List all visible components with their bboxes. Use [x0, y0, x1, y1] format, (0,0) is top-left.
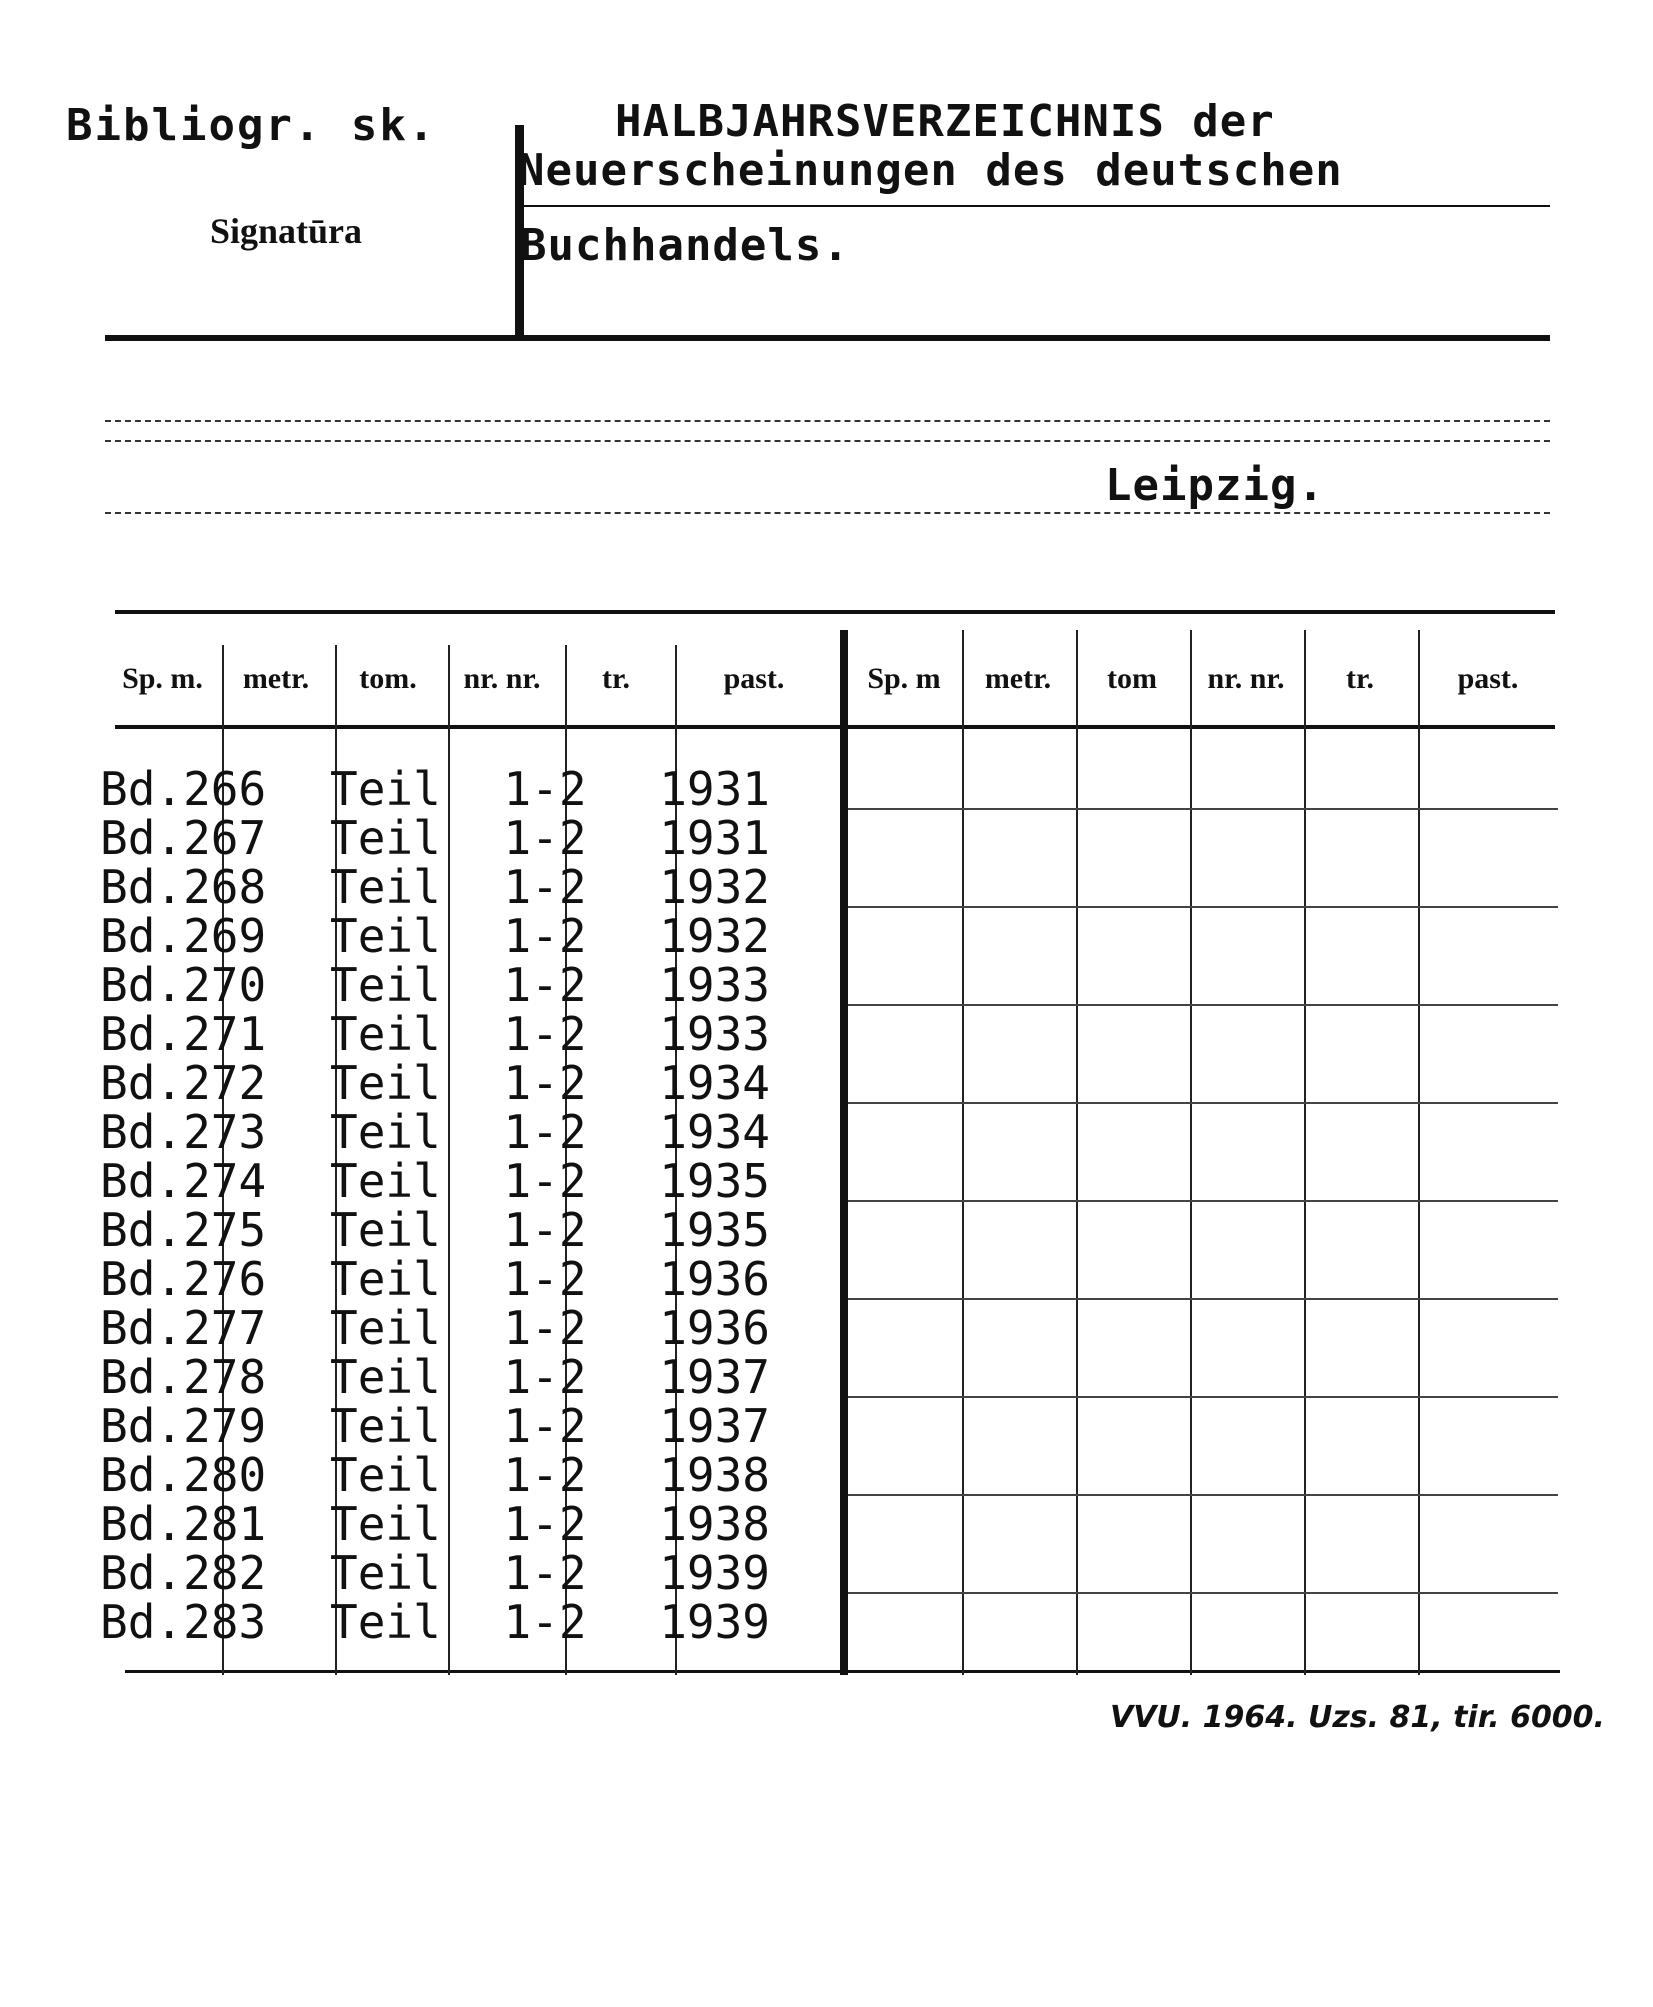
library-code: Bibliogr. sk. [66, 100, 437, 151]
numbers-cell: 1-2 [503, 1350, 587, 1404]
year-cell: 1936 [659, 1252, 770, 1306]
numbers-cell: 1-2 [503, 811, 587, 865]
header-underline [520, 205, 1550, 207]
col-header-right-nr-nr: nr. nr. [1207, 662, 1285, 695]
numbers-cell: 1-2 [503, 958, 587, 1012]
volume-cell: Bd.282 [100, 1546, 267, 1600]
numbers-cell: 1-2 [503, 1203, 587, 1257]
table-row [100, 1448, 770, 1502]
numbers-cell: 1-2 [503, 1595, 587, 1649]
table-row [100, 1154, 770, 1208]
col-divider [1304, 630, 1306, 1675]
table-row [100, 1546, 770, 1600]
volume-cell: Bd.280 [100, 1448, 267, 1502]
year-cell: 1937 [659, 1350, 770, 1404]
table-row [100, 1595, 770, 1649]
year-cell: 1934 [659, 1056, 770, 1110]
col-header-right-tr: tr. [1345, 662, 1375, 695]
table-row [100, 1105, 770, 1159]
numbers-cell: 1-2 [503, 860, 587, 914]
year-cell: 1931 [659, 762, 770, 816]
numbers-cell: 1-2 [503, 909, 587, 963]
part-cell: Teil [330, 762, 441, 816]
blank-line-1 [105, 420, 1550, 422]
col-header-right-past: past. [1457, 662, 1519, 695]
volume-cell: Bd.278 [100, 1350, 267, 1404]
signature-label: Signatūra [210, 211, 363, 251]
table-row [100, 762, 770, 816]
volume-cell: Bd.268 [100, 860, 267, 914]
part-cell: Teil [330, 811, 441, 865]
numbers-cell: 1-2 [503, 1497, 587, 1551]
blank-line-2 [105, 440, 1550, 442]
part-cell: Teil [330, 1105, 441, 1159]
year-cell: 1939 [659, 1546, 770, 1600]
year-cell: 1935 [659, 1203, 770, 1257]
volume-cell: Bd.266 [100, 762, 267, 816]
title-line-1: HALBJAHRSVERZEICHNIS der [615, 96, 1275, 147]
year-cell: 1938 [659, 1448, 770, 1502]
row-line [848, 1396, 1558, 1398]
part-cell: Teil [330, 1595, 441, 1649]
row-line [848, 1592, 1558, 1594]
part-cell: Teil [330, 1056, 441, 1110]
col-header-tom: tom. [359, 662, 417, 695]
row-line [848, 1102, 1558, 1104]
col-divider [1076, 630, 1078, 1675]
col-header-right-tom: tom [1107, 662, 1157, 695]
year-cell: 1933 [659, 1007, 770, 1061]
numbers-cell: 1-2 [503, 762, 587, 816]
row-line [848, 1200, 1558, 1202]
col-header-past: past. [723, 662, 785, 695]
table-header-rule [115, 725, 1555, 729]
part-cell: Teil [330, 1399, 441, 1453]
volume-cell: Bd.283 [100, 1595, 267, 1649]
year-cell: 1936 [659, 1301, 770, 1355]
part-cell: Teil [330, 1203, 441, 1257]
part-cell: Teil [330, 1007, 441, 1061]
col-header-tr: tr. [601, 662, 631, 695]
year-cell: 1934 [659, 1105, 770, 1159]
table-row [100, 1350, 770, 1404]
part-cell: Teil [330, 860, 441, 914]
col-header-right-sp-m: Sp. m [867, 662, 941, 695]
table-row [100, 1301, 770, 1355]
header-bottom-rule [105, 335, 1550, 341]
year-cell: 1938 [659, 1497, 770, 1551]
year-cell: 1937 [659, 1399, 770, 1453]
year-cell: 1932 [659, 909, 770, 963]
part-cell: Teil [330, 1546, 441, 1600]
publication-place: Leipzig. [1105, 460, 1325, 511]
col-header-nr-nr: nr. nr. [463, 662, 541, 695]
year-cell: 1933 [659, 958, 770, 1012]
volume-cell: Bd.272 [100, 1056, 267, 1110]
volume-cell: Bd.270 [100, 958, 267, 1012]
col-header-metr: metr. [242, 662, 310, 695]
numbers-cell: 1-2 [503, 1007, 587, 1061]
print-note: VVU. 1964. Uzs. 81, tir. 6000. [1110, 1700, 1605, 1735]
year-cell: 1939 [659, 1595, 770, 1649]
numbers-cell: 1-2 [503, 1399, 587, 1453]
title-line-2: Neuerscheinungen des deutschen [518, 145, 1343, 196]
title-line-3: Buchhandels. [520, 220, 850, 271]
table-row [100, 1399, 770, 1453]
volume-cell: Bd.281 [100, 1497, 267, 1551]
part-cell: Teil [330, 1448, 441, 1502]
year-cell: 1931 [659, 811, 770, 865]
col-header-right-metr: metr. [984, 662, 1052, 695]
volume-cell: Bd.279 [100, 1399, 267, 1453]
year-cell: 1935 [659, 1154, 770, 1208]
place-line [105, 512, 1550, 514]
table-center-divider [840, 630, 848, 1675]
volume-cell: Bd.271 [100, 1007, 267, 1061]
table-top-rule [115, 610, 1555, 614]
col-header-sp-m: Sp. m. [122, 662, 203, 695]
part-cell: Teil [330, 1350, 441, 1404]
part-cell: Teil [330, 1497, 441, 1551]
volume-cell: Bd.267 [100, 811, 267, 865]
year-cell: 1932 [659, 860, 770, 914]
volume-cell: Bd.274 [100, 1154, 267, 1208]
numbers-cell: 1-2 [503, 1056, 587, 1110]
table-row [100, 1203, 770, 1257]
numbers-cell: 1-2 [503, 1105, 587, 1159]
volume-cell: Bd.269 [100, 909, 267, 963]
numbers-cell: 1-2 [503, 1252, 587, 1306]
table-row [100, 1056, 770, 1110]
table-row [100, 860, 770, 914]
row-line [848, 808, 1558, 810]
table-row [100, 1252, 770, 1306]
col-divider [962, 630, 964, 1675]
volume-cell: Bd.277 [100, 1301, 267, 1355]
part-cell: Teil [330, 909, 441, 963]
table-row [100, 1497, 770, 1551]
col-divider [1190, 630, 1192, 1675]
numbers-cell: 1-2 [503, 1154, 587, 1208]
table-row [100, 1007, 770, 1061]
row-line [848, 1494, 1558, 1496]
row-line [848, 906, 1558, 908]
col-divider [1418, 630, 1420, 1675]
part-cell: Teil [330, 1252, 441, 1306]
table-row [100, 811, 770, 865]
volume-cell: Bd.275 [100, 1203, 267, 1257]
table-row [100, 909, 770, 963]
volume-cell: Bd.276 [100, 1252, 267, 1306]
volume-cell: Bd.273 [100, 1105, 267, 1159]
part-cell: Teil [330, 958, 441, 1012]
numbers-cell: 1-2 [503, 1546, 587, 1600]
row-line [848, 1004, 1558, 1006]
part-cell: Teil [330, 1154, 441, 1208]
part-cell: Teil [330, 1301, 441, 1355]
numbers-cell: 1-2 [503, 1448, 587, 1502]
table-row [100, 958, 770, 1012]
numbers-cell: 1-2 [503, 1301, 587, 1355]
row-line [848, 1298, 1558, 1300]
